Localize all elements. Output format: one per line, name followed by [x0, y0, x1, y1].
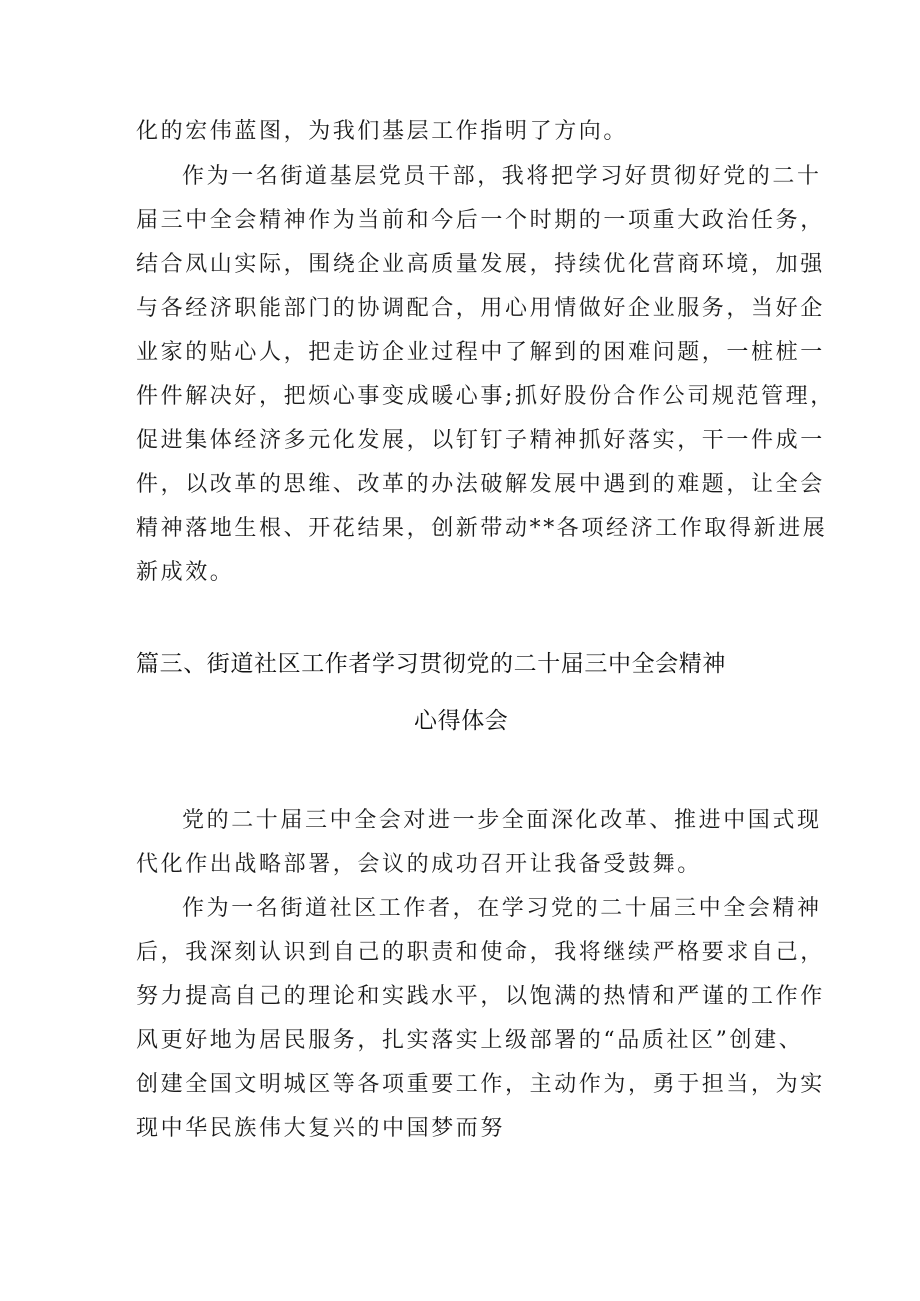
- paragraph-line: 现中华民族伟大复兴的中国梦而努: [136, 1116, 506, 1141]
- paragraph-line: 结合凤山实际，围绕企业高质量发展，持续优化营商环境，加强: [136, 252, 825, 277]
- paragraph-line: 党的二十届三中全会对进一步全面深化改革、推进中国式现: [182, 808, 822, 833]
- section-heading-continued: 心得体会: [414, 708, 509, 734]
- paragraph-line: 后，我深刻认识到自己的职责和使命，我将继续严格要求自己，: [136, 940, 825, 965]
- paragraph-line: 届三中全会精神作为当前和今后一个时期的一项重大政治任务，: [136, 208, 825, 233]
- paragraph-line: 作为一名街道社区工作者，在学习党的二十届三中全会精神: [182, 896, 822, 921]
- paragraph-line: 业家的贴心人，把走访企业过程中了解到的困难问题，一桩桩一: [136, 340, 825, 365]
- paragraph-line: 件件解决好，把烦心事变成暖心事;抓好股份合作公司规范管理，: [136, 384, 835, 409]
- paragraph-line: 促进集体经济多元化发展，以钉钉子精神抓好落实，干一件成一: [136, 428, 825, 453]
- paragraph-line: 代化作出战略部署，会议的成功召开让我备受鼓舞。: [136, 852, 702, 877]
- paragraph-line: 化的宏伟蓝图，为我们基层工作指明了方向。: [136, 119, 629, 144]
- paragraph-line: 创建全国文明城区等各项重要工作，主动作为，勇于担当，为实: [136, 1072, 825, 1097]
- paragraph-line: 作为一名街道基层党员干部，我将把学习好贯彻好党的二十: [182, 164, 822, 189]
- paragraph-line: 件，以改革的思维、改革的办法破解发展中遇到的难题，让全会: [136, 472, 825, 497]
- paragraph-line: 努力提高自己的理论和实践水平，以饱满的热情和严谨的工作作: [136, 984, 825, 1009]
- paragraph-line: 与各经济职能部门的协调配合，用心用情做好企业服务，当好企: [136, 296, 825, 321]
- section-heading: 篇三、街道社区工作者学习贯彻党的二十届三中全会精神: [136, 651, 726, 677]
- paragraph-line: 风更好地为居民服务，扎实落实上级部署的“品质社区”创建、: [136, 1028, 804, 1053]
- paragraph-line: 精神落地生根、开花结果，创新带动**各项经济工作取得新进展: [136, 516, 828, 541]
- paragraph-line: 新成效。: [136, 560, 235, 585]
